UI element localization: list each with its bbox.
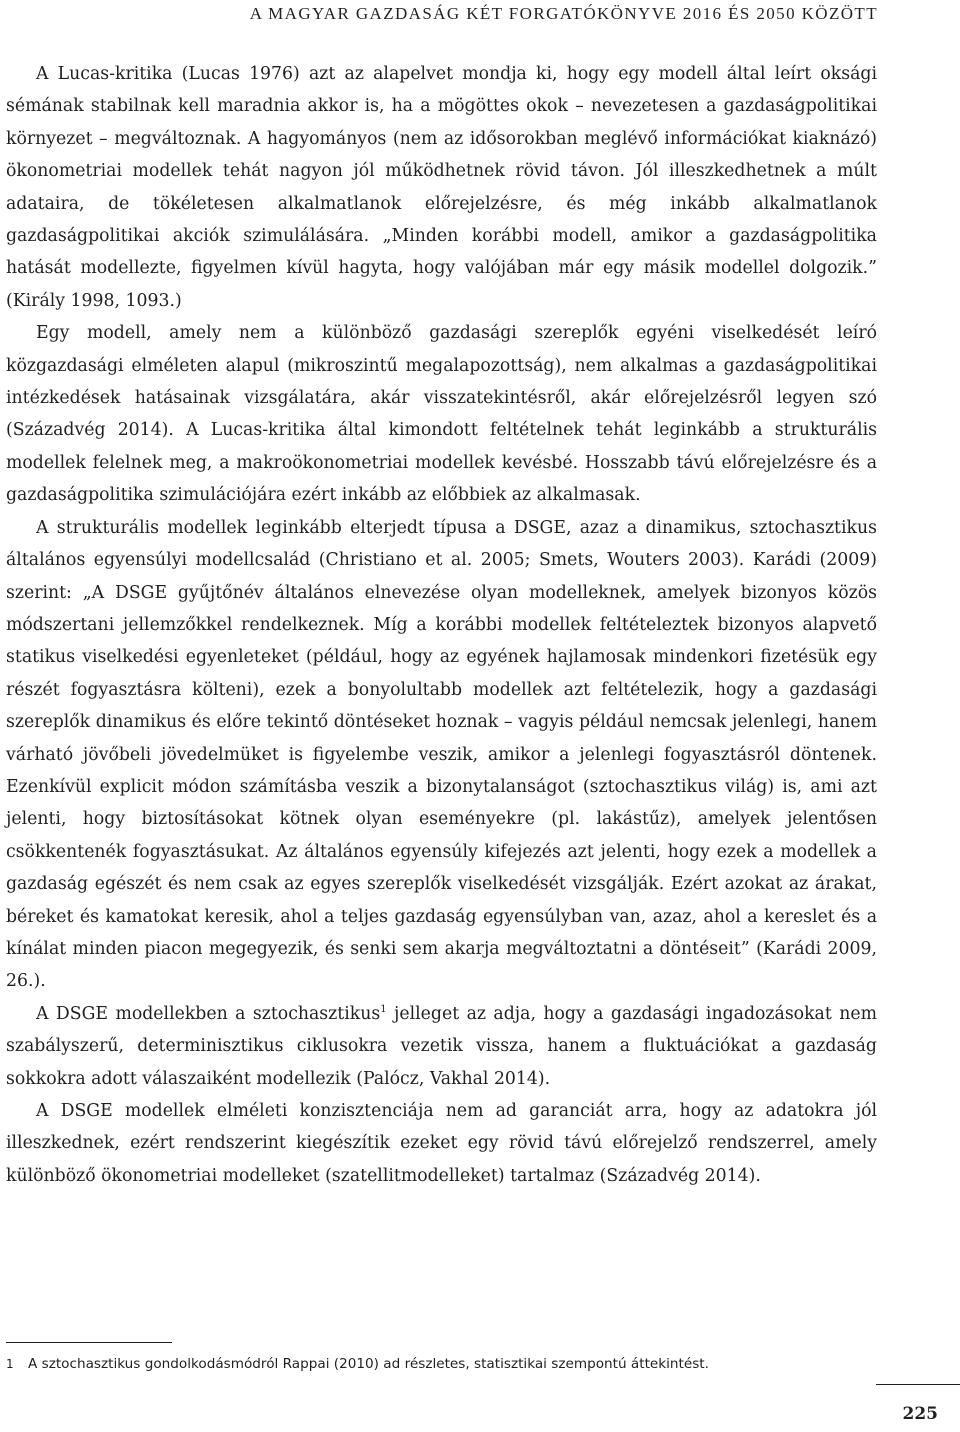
- footnote-text: A sztochasztikus gondolkodásmódról Rappai (2010) ad részletes, statisztikai szempontú áttekintést.: [28, 1356, 709, 1372]
- body-text: [6, 58, 877, 1192]
- footnote-divider: [6, 1342, 172, 1343]
- footnote-number: 1: [6, 1357, 14, 1371]
- footnote: [6, 1354, 886, 1374]
- page-number: 225: [902, 1404, 938, 1424]
- running-header: A MAGYAR GAZDASÁG KÉT FORGATÓKÖNYVE 2016 ÉS 2050 KÖZÖTT: [249, 4, 878, 23]
- paragraph-microfoundations: Egy modell, amely nem a különböző gazdasági szereplők egyéni viselkedését leíró közgazdasági elméleten alapul (mikroszintű megalapozottság), nem alkalmas a gazdaságpolitikai intézkedések hatásainak vizsgálatára, akár visszatekintésről, akár előrejelzésről legyen szó (Századvég 2014). A Lucas-kritika által kimondott feltételnek tehát leginkább a strukturális modellek felelnek meg, a makroökonometriai modellek kevésbé. Hosszabb távú előrejelzésre és a gazdaságpolitika szimulációjára ezért inkább az előbbiek az alkalmasak.: [6, 323, 877, 506]
- footnote-reference: 1: [380, 1004, 387, 1016]
- paragraph-satellite-models: A DSGE modellek elméleti konzisztenciája nem ad garanciát arra, hogy az adatokra jól illeszkednek, ezért rendszerint kiegészítik ezeket egy rövid távú előrejelző rendszerrel, amely különböző ökonometriai modelleket (szatellitmodelleket) tartalmaz (Századvég 2014).: [6, 1101, 877, 1186]
- paragraph-dsge-definition: A strukturális modellek leginkább elterjedt típusa a DSGE, azaz a dinamikus, sztochasztikus általános egyensúlyi modellcsalád (Christiano et al. 2005; Smets, Wouters 2003). Karádi (2009) szerint: „A DSGE gyűjtőnév általános elnevezése olyan modelleknek, amelyek bizonyos közös módszertani jellemzőkkel rendelkeznek. Míg a korábbi modellek feltételeztek bizonyos alapvető statikus viselkedési egyenleteket (például, hogy az egyének hajlamosak mindenkori fizetésük egy részét fogyasztásra költeni), ezek a bonyolultabb modellek azt feltételezik, hogy a gazdasági szereplők dinamikus és előre tekintő döntéseket hoznak – vagyis például nemcsak jelenlegi, hanem várható jövőbeli jövedelmüket is figyelembe veszik, amikor a jelenlegi fogyasztásról döntenek. Ezenkívül explicit módon számításba veszik a bizonytalanságot (sztochasztikus világ) is, ami azt jelenti, hogy biztosításokat kötnek olyan eseményekre (pl. lakástűz), amelyek jelentősen csökkentenék fogyasztásukat. Az általános egyensúly kifejezés azt jelenti, hogy ezek a modellek a gazdaság egészét és nem csak az egyes szereplők viselkedését vizsgálják. Ezért azokat az árakat, béreket és kamatokat keresik, ahol a teljes gazdaság egyensúlyban van, azaz, ahol a kereslet és a kínálat minden piacon megegyezik, és senki sem akarja megváltoztatni a döntéseit” (Karádi 2009, 26.).: [6, 517, 877, 992]
- page-number-divider: [876, 1384, 960, 1385]
- paragraph-lucas-critique: A Lucas-kritika (Lucas 1976) azt az alapelvet mondja ki, hogy egy modell által leírt oksági sémának stabilnak kell maradnia akkor is, ha a mögöttes okok – nevezetesen a gazdaságpolitikai környezet – megváltoznak. A hagyományos (nem az idősorokban meglévő információkat kiaknázó) ökonometriai modellek tehát nagyon jól működhetnek rövid távon. Jól illeszkedhetnek a múlt adataira, de tökéletesen alkalmatlanok előrejelzésre, és még inkább alkalmatlanok gazdaságpolitikai akciók szimulálására. „Minden korábbi modell, amikor a gazdaságpolitika hatását modellezte, figyelmen kívül hagyta, hogy valójában már egy másik modellel dolgozik.” (Király 1998, 1093.): [6, 64, 877, 311]
- paragraph-stochastic: [6, 998, 877, 1095]
- paragraph-stochastic-end: jelleget az adja, hogy a gazdasági ingadozásokat nem szabályszerű, determinisztikus ciklusokra vezetik vissza, hanem a fluktuációkat a gazdaság sokkokra adott válaszaiként modellezik (Palócz, Vakhal 2014).: [6, 1003, 877, 1089]
- paragraph-stochastic-start: A DSGE modellekben a sztochasztikus: [36, 1003, 381, 1024]
